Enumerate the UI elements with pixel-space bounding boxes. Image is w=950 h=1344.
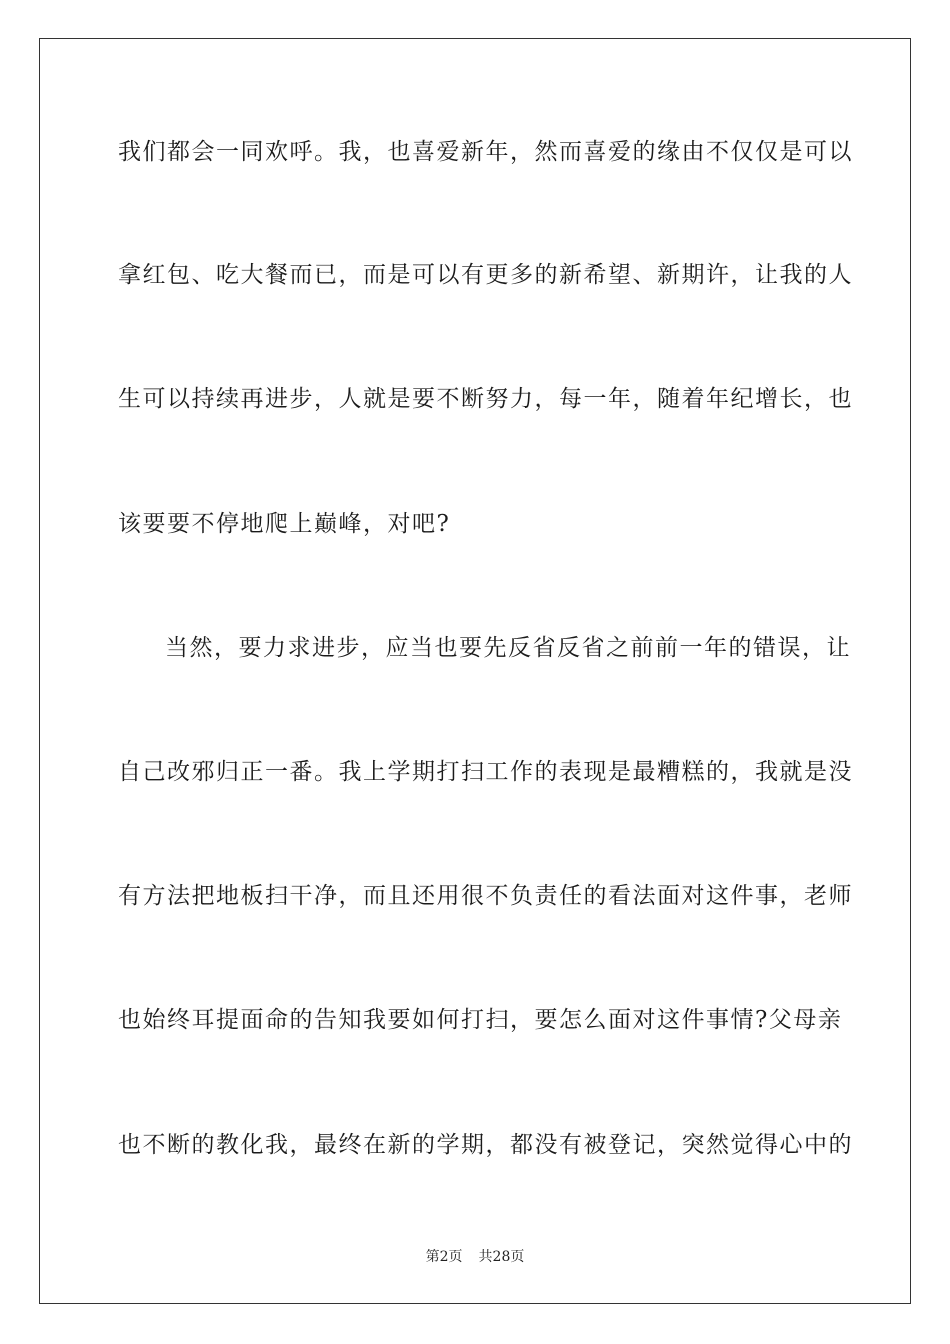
page-footer	[0, 1248, 950, 1266]
body-text-line-5: 当然，要力求进步，应当也要先反省反省之前前一年的错误，让	[165, 635, 851, 661]
body-text-line-2: 拿红包、吃大餐而已，而是可以有更多的新希望、新期许，让我的人	[118, 262, 853, 288]
body-text-line-8: 也始终耳提面命的告知我要如何打扫，要怎么面对这件事情?父母亲	[118, 1007, 843, 1033]
page-number-current: 第2页	[425, 1249, 463, 1265]
page-border	[39, 38, 911, 1304]
body-text-line-6: 自己改邪归正一番。我上学期打扫工作的表现是最糟糕的，我就是没	[118, 759, 853, 785]
page-number-total: 共28页	[478, 1249, 525, 1265]
body-text-line-1: 我们都会一同欢呼。我，也喜爱新年，然而喜爱的缘由不仅仅是可以	[118, 139, 853, 165]
body-text-line-7: 有方法把地板扫干净，而且还用很不负责任的看法面对这件事，老师	[118, 883, 853, 909]
body-text-line-4: 该要要不停地爬上巅峰，对吧?	[118, 511, 451, 537]
body-text-line-3: 生可以持续再进步，人就是要不断努力，每一年，随着年纪增长，也	[118, 386, 853, 412]
body-text-line-9: 也不断的教化我，最终在新的学期，都没有被登记，突然觉得心中的	[118, 1132, 853, 1158]
